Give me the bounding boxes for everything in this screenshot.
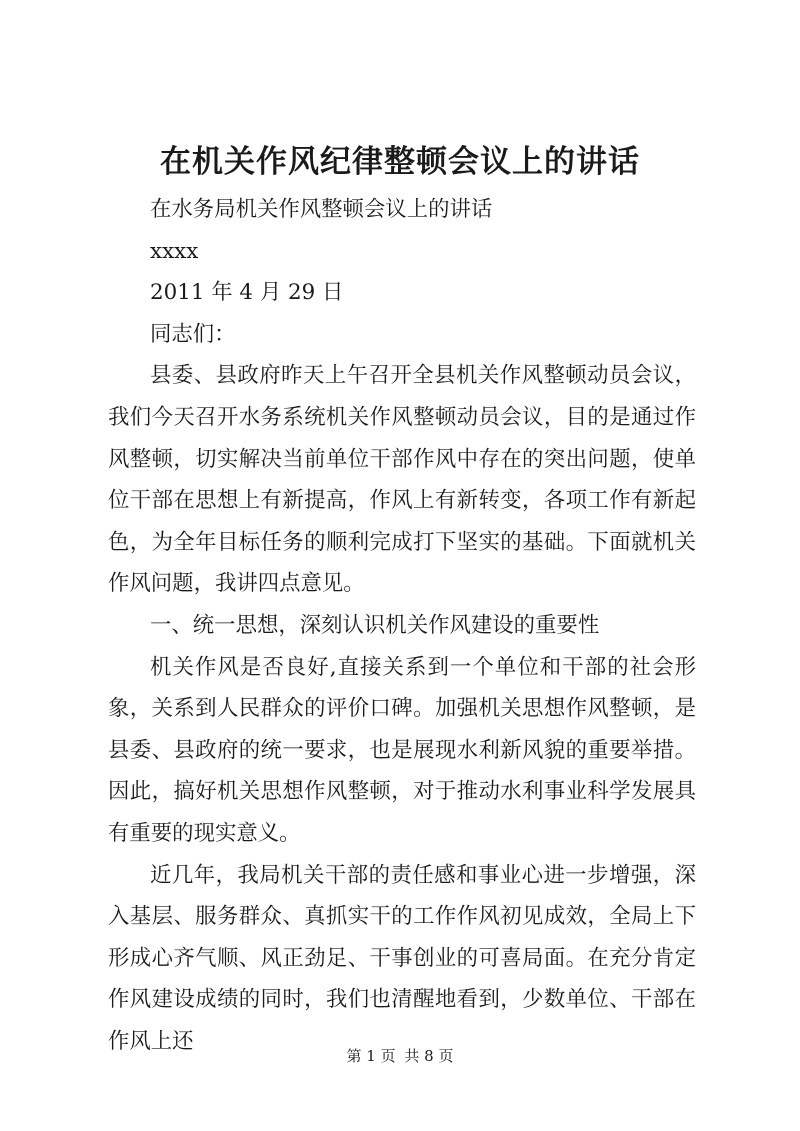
document-body: [108, 189, 696, 1062]
date-paragraph: 2011 年 4 月 29 日: [150, 280, 344, 306]
salutation-paragraph: 同志们：: [150, 321, 236, 347]
body-paragraph: 县委、县政府昨天上午召开全县机关作风整顿动员会议，我们今天召开水务系统机关作风整顿动员会议，目的是通过作风整顿，切实解决当前单位干部作风中存在的突出问题，使单位干部在思想上有新提高，作风上有新转变，各项工作有新起色，为全年目标任务的顺利完成打下坚实的基础。下面就机关作风问题，我讲四点意见。: [108, 363, 696, 597]
author-paragraph: xxxx: [150, 238, 199, 264]
page-total: 共 8 页: [404, 1047, 454, 1065]
subtitle-paragraph: 在水务局机关作风整顿会议上的讲话: [150, 197, 493, 222]
page-number: 第 1 页: [346, 1047, 396, 1065]
body-paragraph: 机关作风是否良好,直接关系到一个单位和干部的社会形象，关系到人民群众的评价口碑。加强机关思想作风整顿，是县委、县政府的统一要求，也是展现水利新风貌的重要举措。因此，搞好机关思想作风整顿，对于推动水利事业科学发展具有重要的现实意义。: [108, 654, 696, 846]
section-heading: 一、统一思想，深刻认识机关作风建设的重要性: [150, 612, 600, 638]
page-footer: [0, 1046, 800, 1066]
body-paragraph: 近几年，我局机关干部的责任感和事业心进一步增强，深入基层、服务群众、真抓实干的工作作风初见成效，全局上下形成心齐气顺、风正劲足、干事创业的可喜局面。在充分肯定作风建设成绩的同时，我们也清醒地看到，少数单位、干部在作风上还: [108, 862, 696, 1054]
document-title: 在机关作风纪律整顿会议上的讲话: [160, 144, 640, 180]
